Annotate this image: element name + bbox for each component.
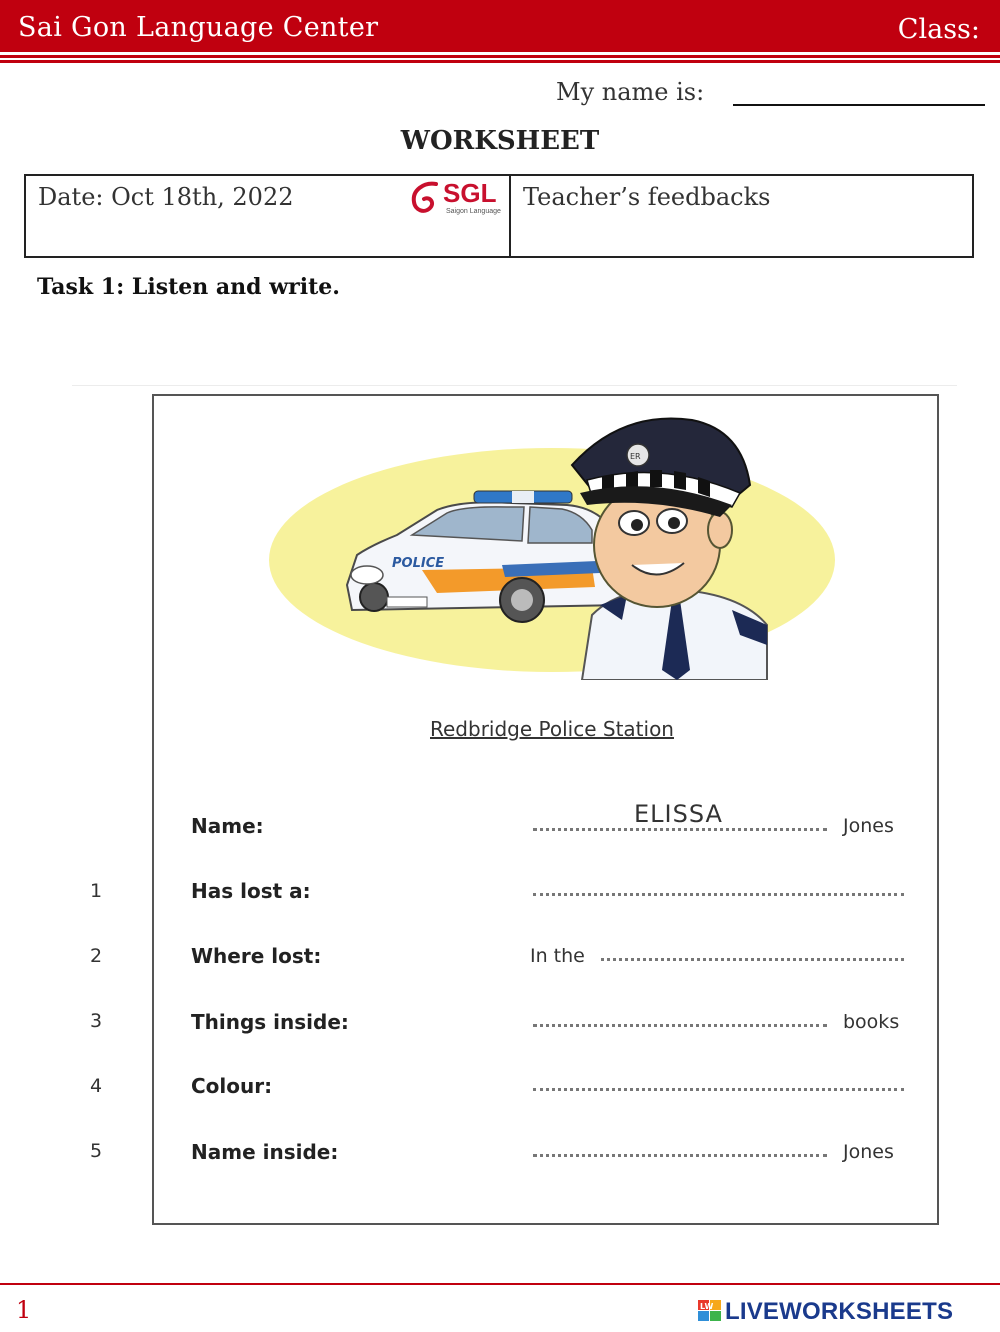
car-police-text: POLICE [392, 556, 445, 571]
brand-icon-letters: LW [700, 1302, 714, 1311]
sgl-swirl-icon [406, 178, 446, 220]
row-label-where-lost: Where lost: [191, 944, 322, 968]
answer-blank-colour[interactable] [533, 1088, 904, 1091]
footer-rule [0, 1283, 1000, 1285]
sgl-logo [406, 178, 506, 220]
row-label-has-lost: Has lost a: [191, 879, 311, 903]
row-number-5: 5 [90, 1140, 103, 1162]
center-name: Sai Gon Language Center [18, 12, 379, 43]
answer-blank-has-lost[interactable] [533, 893, 904, 896]
header-bar [0, 0, 1000, 52]
row-number-4: 4 [90, 1075, 103, 1097]
header-rule [0, 60, 1000, 63]
answer-blank-name-inside[interactable] [533, 1154, 827, 1157]
class-label: Class: [897, 14, 980, 45]
answer-blank-where-lost[interactable] [601, 958, 904, 961]
sgl-logo-subtext: Saigon Language [446, 208, 501, 215]
answer-blank-name[interactable] [533, 828, 827, 831]
row-suffix-name: Jones [843, 815, 894, 837]
row-prefix-where-lost: In the [530, 945, 585, 967]
row-number-3: 3 [90, 1010, 103, 1032]
row-suffix-name-inside: Jones [843, 1141, 894, 1163]
police-illustration [262, 405, 842, 680]
name-label: My name is: [556, 78, 705, 106]
date-text: Date: Oct 18th, 2022 [38, 183, 294, 211]
row-label-things-inside: Things inside: [191, 1010, 349, 1034]
liveworksheets-icon [697, 1298, 723, 1324]
badge-text: ER [630, 452, 641, 461]
station-title: Redbridge Police Station [430, 717, 674, 741]
answer-blank-things-inside[interactable] [533, 1024, 827, 1027]
header-rule [0, 55, 1000, 58]
info-table [24, 174, 974, 258]
row-number-2: 2 [90, 945, 103, 967]
page-number: 1 [16, 1296, 32, 1324]
handwritten-answer-name[interactable]: ELISSA [634, 800, 723, 828]
name-input-line[interactable] [733, 104, 985, 106]
row-label-colour: Colour: [191, 1074, 273, 1098]
teacher-feedback-label: Teacher’s feedbacks [523, 183, 771, 211]
table-divider [509, 176, 511, 256]
scan-edge [72, 385, 957, 386]
row-label-name-inside: Name inside: [191, 1140, 339, 1164]
sgl-logo-text: SGL [443, 178, 497, 208]
brand-text: LIVEWORKSHEETS [725, 1298, 954, 1325]
row-suffix-things-inside: books [843, 1011, 900, 1033]
task-title: Task 1: Listen and write. [37, 274, 340, 300]
row-label-name: Name: [191, 814, 264, 838]
row-number-1: 1 [90, 880, 103, 902]
worksheet-title: WORKSHEET [400, 126, 600, 156]
liveworksheets-logo[interactable] [697, 1298, 997, 1326]
